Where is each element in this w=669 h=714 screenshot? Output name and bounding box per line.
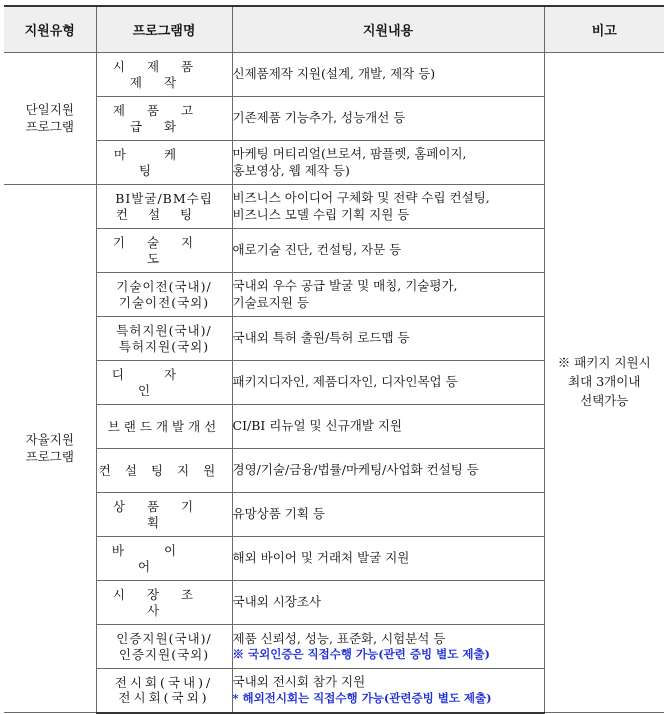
group-label-single: 단일지원 프로그램 xyxy=(4,53,96,185)
header-program: 프로그램명 xyxy=(96,6,232,53)
program-content: 신제품제작 지원(설계, 개발, 제작 등) xyxy=(232,53,544,97)
program-content: 국내외 시장조사 xyxy=(232,581,544,625)
header-content: 지원내용 xyxy=(232,6,544,53)
program-content: 제품 신뢰성, 성능, 표준화, 시험분석 등 ※ 국외인증은 직접수행 가능(관련 증빙 별도 제출) xyxy=(232,625,544,669)
header-note: 비고 xyxy=(544,6,664,53)
program-content: 애로기술 진단, 컨설팅, 자문 등 xyxy=(232,229,544,273)
table-row xyxy=(4,53,664,97)
program-name: 특허지원(국내)/ 특허지원(국외) xyxy=(96,317,232,361)
highlight-note: * 해외전시회는 직접수행 가능(관련증빙 별도 제출) xyxy=(232,690,492,705)
program-content: 패키지디자인, 제품디자인, 디자인목업 등 xyxy=(232,361,544,405)
program-name: 브랜드개발개선 xyxy=(96,405,232,449)
program-content: 국내외 우수 공급 발굴 및 매칭, 기술평가, 기술료지원 등 xyxy=(232,273,544,317)
program-content: 해외 바이어 및 거래처 발굴 지원 xyxy=(232,537,544,581)
header-row xyxy=(4,6,664,53)
program-name: 인증지원(국내)/ 인증지원(국외) xyxy=(96,625,232,669)
program-content: 기존제품 기능추가, 성능개선 등 xyxy=(232,97,544,141)
program-content: 경영/기술/금융/법률/마케팅/사업화 컨설팅 등 xyxy=(232,449,544,493)
program-name: 기술이전(국내)/ 기술이전(국외) xyxy=(96,273,232,317)
program-name: 시제품제작 xyxy=(96,53,232,97)
note-cell: ※ 패키지 지원시 최대 3개이내 선택가능 xyxy=(544,53,664,713)
program-name: BI발굴/BM수립 컨설팅 xyxy=(96,185,232,229)
program-name: 컨설팅지원 xyxy=(96,449,232,493)
program-name: 제품고급화 xyxy=(96,97,232,141)
program-content: 국내외 특허 출원/특허 로드맵 등 xyxy=(232,317,544,361)
header-type: 지원유형 xyxy=(4,6,96,53)
group-label-autonomous: 자율지원 프로그램 xyxy=(4,185,96,713)
program-name: 바이어 xyxy=(96,537,232,581)
support-program-table xyxy=(4,5,664,714)
program-content: 비즈니스 아이디어 구체화 및 전략 수립 컨설팅, 비즈니스 모델 수립 기획 지원 등 xyxy=(232,185,544,229)
highlight-note: ※ 국외인증은 직접수행 가능(관련 증빙 별도 제출) xyxy=(232,647,490,662)
program-content: 유망상품 기획 등 xyxy=(232,493,544,537)
program-content: 국내외 전시회 참가 지원 * 해외전시회는 직접수행 가능(관련증빙 별도 제출) xyxy=(232,669,544,713)
program-name: 시장조사 xyxy=(96,581,232,625)
program-name: 디자인 xyxy=(96,361,232,405)
program-name: 전시회(국내)/ 전시회(국외) xyxy=(96,669,232,713)
program-name: 마케팅 xyxy=(96,141,232,185)
program-name: 상품기획 xyxy=(96,493,232,537)
program-content: CI/BI 리뉴얼 및 신규개발 지원 xyxy=(232,405,544,449)
program-name: 기술지도 xyxy=(96,229,232,273)
program-content: 마케팅 머티리얼(브로셔, 팜플렛, 홈페이지, 홍보영상, 웹 제작 등) xyxy=(232,141,544,185)
